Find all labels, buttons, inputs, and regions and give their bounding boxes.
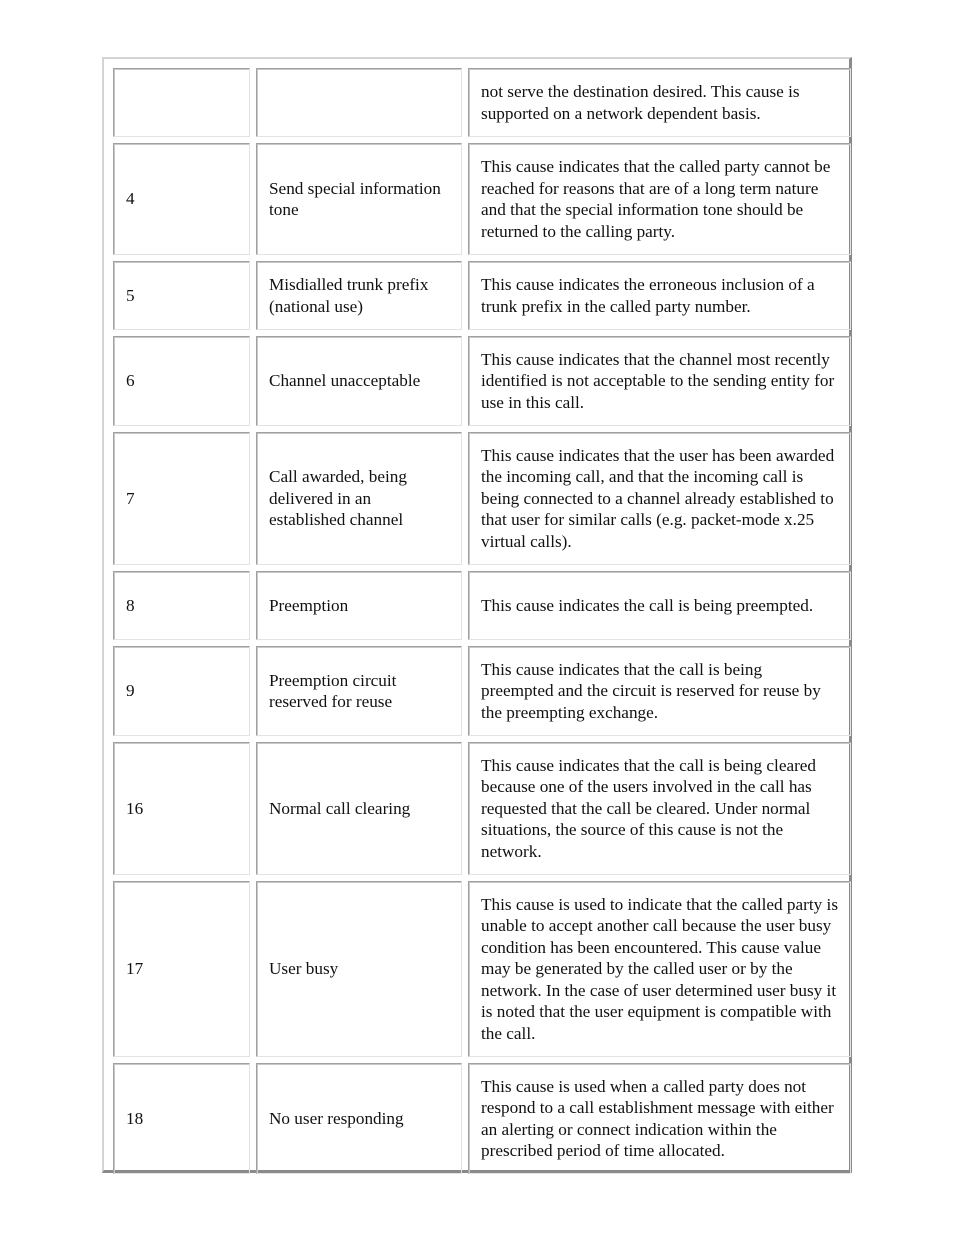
- cause-number-cell: 9: [113, 646, 250, 736]
- cause-number-cell: 8: [113, 571, 250, 640]
- cause-name-cell: Misdialled trunk prefix (national use): [256, 261, 462, 330]
- cause-description-cell: This cause is used to indicate that the called party is unable to accept another call because the user busy condition has been encountered. This cause value may be generated by the called user or by the network. In the case of user determined user busy it is noted that the user equipment is compatible with the call.: [468, 881, 851, 1057]
- cause-description-cell: This cause indicates the call is being preempted.: [468, 571, 851, 640]
- cause-description-cell: This cause indicates the erroneous inclusion of a trunk prefix in the called party number.: [468, 261, 851, 330]
- cause-number-cell: [113, 68, 250, 137]
- cause-name-cell: No user responding: [256, 1063, 462, 1174]
- cause-name-cell: Send special information tone: [256, 143, 462, 255]
- cause-name-cell: [256, 68, 462, 137]
- cause-description-cell: This cause is used when a called party does not respond to a call establishment message with either an alerting or connect indication within the prescribed period of time allocated.: [468, 1063, 851, 1174]
- table-row: [113, 1063, 851, 1174]
- table-row: [113, 432, 851, 565]
- cause-name-cell: Preemption circuit reserved for reuse: [256, 646, 462, 736]
- cause-number-cell: 5: [113, 261, 250, 330]
- table-row: [113, 571, 851, 640]
- cause-number-cell: 16: [113, 742, 250, 875]
- cause-table-frame: [102, 57, 852, 1173]
- cause-name-cell: Normal call clearing: [256, 742, 462, 875]
- cause-number-cell: 4: [113, 143, 250, 255]
- cause-description-cell: This cause indicates that the call is being preempted and the circuit is reserved for reuse by the preempting exchange.: [468, 646, 851, 736]
- cause-description-cell: This cause indicates that the call is being cleared because one of the users involved in the call has requested that the call be cleared. Under normal situations, the source of this cause is not the network.: [468, 742, 851, 875]
- cause-description-cell: not serve the destination desired. This cause is supported on a network dependent basis.: [468, 68, 851, 137]
- table-row: [113, 143, 851, 255]
- table-row: [113, 646, 851, 736]
- cause-description-cell: This cause indicates that the user has been awarded the incoming call, and that the incoming call is being connected to a channel already established to that user for similar calls (e.g. packet-mode x.25 virtual calls).: [468, 432, 851, 565]
- cause-name-cell: User busy: [256, 881, 462, 1057]
- cause-number-cell: 7: [113, 432, 250, 565]
- cause-description-cell: This cause indicates that the called party cannot be reached for reasons that are of a long term nature and that the special information tone should be returned to the calling party.: [468, 143, 851, 255]
- table-row: [113, 261, 851, 330]
- table-row: [113, 881, 851, 1057]
- cause-name-cell: Channel unacceptable: [256, 336, 462, 426]
- cause-number-cell: 17: [113, 881, 250, 1057]
- table-row: [113, 68, 851, 137]
- cause-codes-table: [107, 62, 857, 1180]
- table-row: [113, 742, 851, 875]
- cause-name-cell: Call awarded, being delivered in an established channel: [256, 432, 462, 565]
- cause-description-cell: This cause indicates that the channel most recently identified is not acceptable to the sending entity for use in this call.: [468, 336, 851, 426]
- cause-number-cell: 6: [113, 336, 250, 426]
- cause-number-cell: 18: [113, 1063, 250, 1174]
- table-row: [113, 336, 851, 426]
- cause-name-cell: Preemption: [256, 571, 462, 640]
